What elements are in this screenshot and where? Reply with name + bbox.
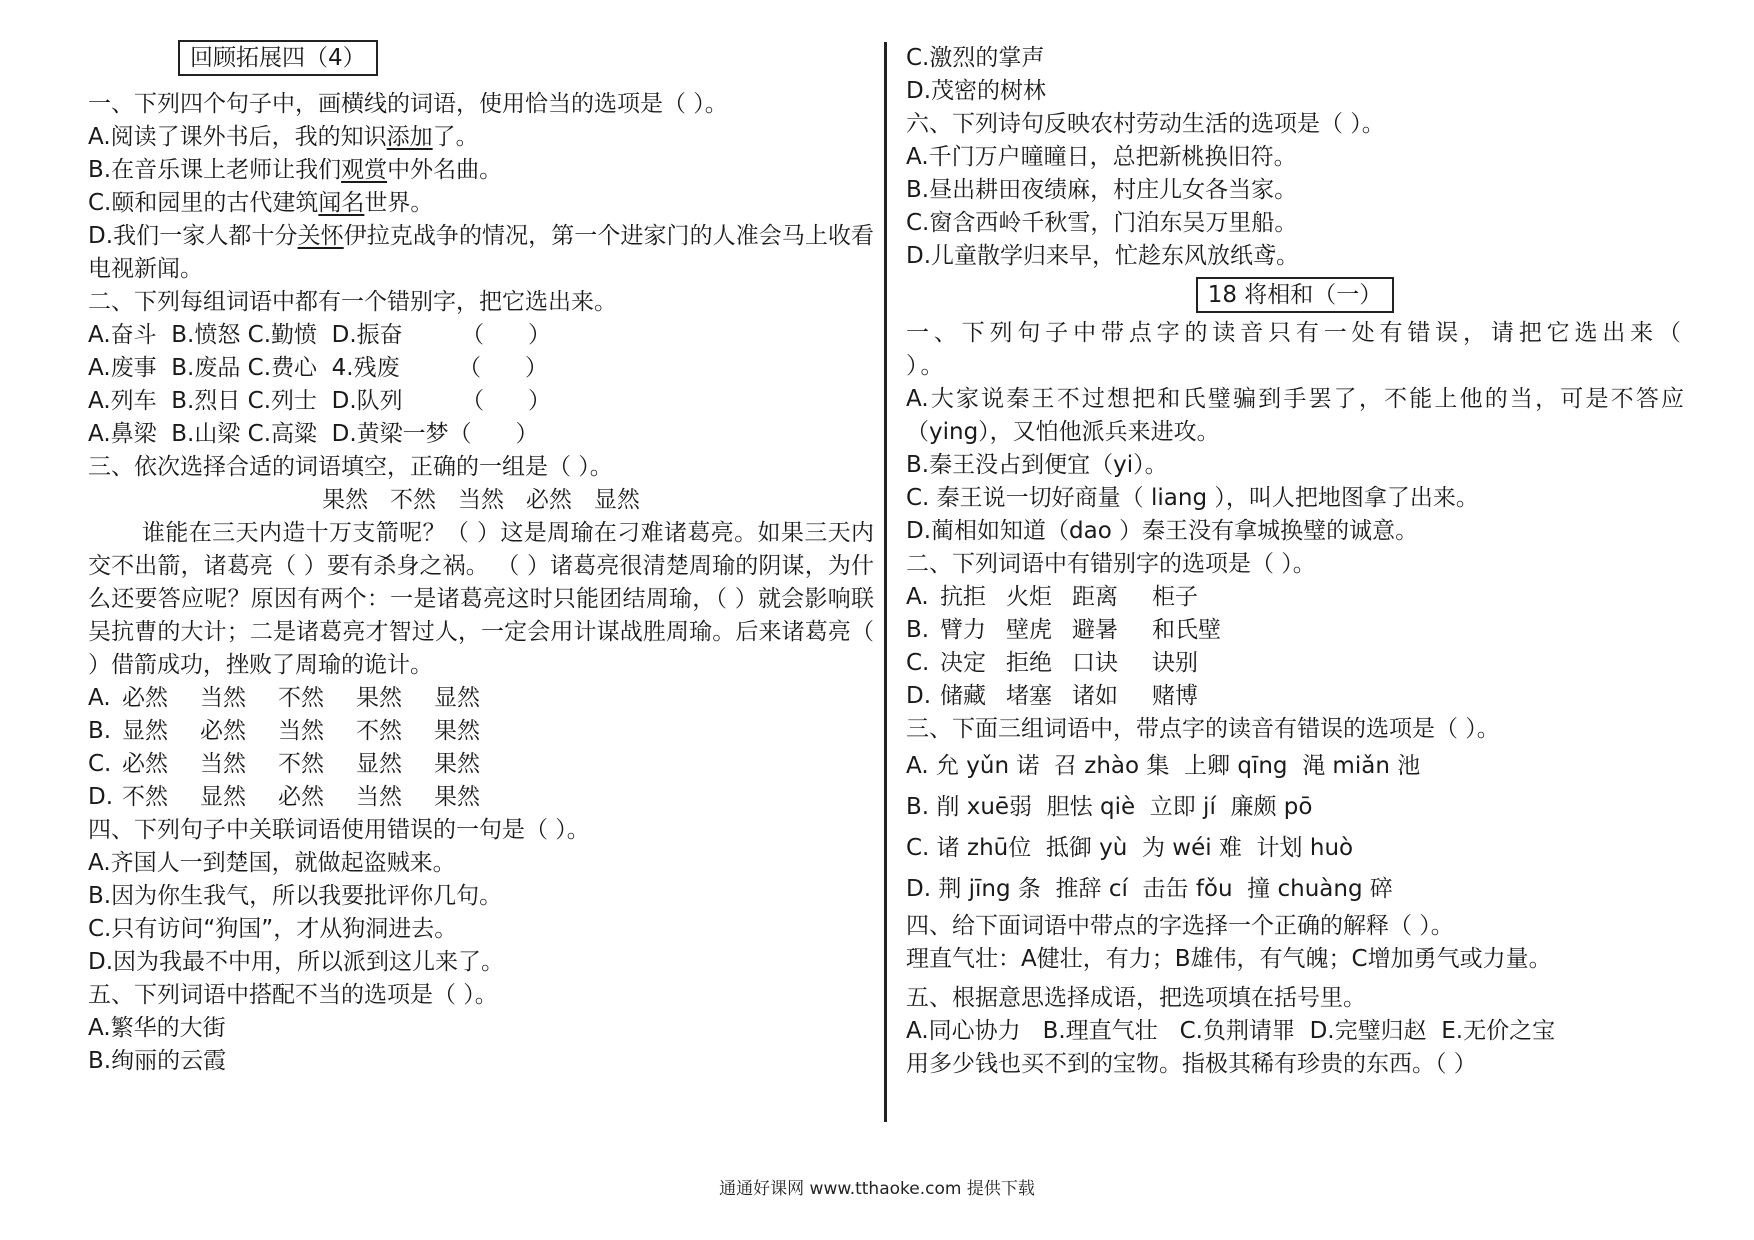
question-stem: 二、下列词语中有错别字的选项是（ ）。	[906, 551, 1316, 577]
option-cell: D.	[88, 784, 114, 810]
option-row	[88, 682, 874, 715]
option-b: B.因为你生我气，所以我要批评你几句。	[88, 883, 503, 909]
option-cell: 显然	[200, 784, 246, 810]
option-cell: 果然	[356, 685, 402, 711]
option-cell: 诸如	[1072, 683, 1118, 709]
definition-item: 用多少钱也买不到的宝物。指极其稀有珍贵的东西。（ ）	[906, 1051, 1477, 1077]
option-cell: B.	[906, 617, 930, 643]
option-cell: 必然	[122, 751, 168, 777]
option-cell: 显然	[434, 685, 480, 711]
option-d: D.儿童散学归来早，忙趁东风放纸鸢。	[906, 243, 1300, 269]
underlined-word: 添加	[386, 124, 433, 150]
pinyin-option-b: B. 削 xuē弱 胆怯 qiè 立即 jí 廉颇 pō	[906, 794, 1313, 820]
option-a: A.阅读了课外书后，我的知识添加了。	[88, 124, 479, 150]
option-cell: 当然	[200, 751, 246, 777]
option-table	[906, 581, 1684, 713]
option-a: A.大家说秦王不过想把和氏璧骗到手罢了，不能上他的当，可是不答应（ying），又怕他派兵来进攻。	[906, 386, 1684, 445]
option-cell: C.	[906, 650, 930, 676]
option-a: A.齐国人一到楚国，就做起盗贼来。	[88, 850, 456, 876]
option-cell: 赌博	[1152, 683, 1198, 709]
idiom-options: A.同心协力 B.理直气壮 C.负荆请罪 D.完璧归赵 E.无价之宝	[906, 1018, 1556, 1044]
option-cell: 当然	[356, 784, 402, 810]
option-d: D.蔺相如知道（dao ）秦王没有拿城换璧的诚意。	[906, 518, 1419, 544]
option-cell: 显然	[122, 718, 168, 744]
option-b: B.绚丽的云霞	[88, 1048, 227, 1074]
option-cell: 柜子	[1152, 584, 1198, 610]
underlined-word: 闻名	[318, 190, 365, 216]
column-divider	[884, 42, 887, 1122]
option-row	[906, 680, 1684, 713]
pinyin-option-d: D. 荆 jīng 条 推辞 cí 击缶 fǒu 撞 chuàng 碎	[906, 876, 1393, 902]
question-stem: 四、下列句子中关联词语使用错误的一句是（ ）。	[88, 817, 590, 843]
question-stem: 四、给下面词语中带点的字选择一个正确的解释（ ）。	[906, 913, 1454, 939]
option-cell: 果然	[434, 718, 480, 744]
question-stem: 三、下面三组词语中，带点字的读音有错误的选项是（ ）。	[906, 716, 1500, 742]
option-c: C.只有访问“狗国”，才从狗洞进去。	[88, 916, 458, 942]
option-cell: 口诀	[1072, 650, 1118, 676]
option-a: A.千门万户曈曈日，总把新桃换旧符。	[906, 144, 1297, 170]
section-title: 回顾拓展四（4）	[178, 40, 378, 76]
option-cell: 决定	[940, 650, 986, 676]
option-row	[906, 581, 1684, 614]
option-row: A.奋斗 B.愤怒 C.勤愤 D.振奋 （ ）	[88, 322, 552, 348]
option-cell: 避暑	[1072, 617, 1118, 643]
option-b: B.在音乐课上老师让我们观赏中外名曲。	[88, 157, 503, 183]
option-table	[88, 682, 874, 814]
option-cell: 诀别	[1152, 650, 1198, 676]
option-cell: 当然	[278, 718, 324, 744]
option-d: D.茂密的树林	[906, 78, 1047, 104]
option-cell: 壁虎	[1006, 617, 1052, 643]
question-stem: 二、下列每组词语中都有一个错别字，把它选出来。	[88, 289, 617, 315]
question-stem: 三、依次选择合适的词语填空，正确的一组是（ ）。	[88, 454, 613, 480]
underlined-word: 观赏	[341, 157, 388, 183]
option-cell: 当然	[200, 685, 246, 711]
option-cell: 堵塞	[1006, 683, 1052, 709]
option-b: B.秦王没占到便宜（yi）。	[906, 452, 1168, 478]
pinyin-option-a: A. 允 yǔn 诺 召 zhào 集 上卿 qīng 渑 miǎn 池	[906, 753, 1421, 779]
pinyin-option-c: C. 诸 zhū位 抵御 yù 为 wéi 难 计划 huò	[906, 835, 1354, 861]
option-row	[88, 781, 874, 814]
option-cell: 果然	[434, 751, 480, 777]
option-cell: 不然	[278, 685, 324, 711]
option-cell: 必然	[122, 685, 168, 711]
option-cell: 不然	[278, 751, 324, 777]
option-cell: 必然	[278, 784, 324, 810]
question-stem: 五、根据意思选择成语，把选项填在括号里。	[906, 985, 1366, 1011]
option-cell: C.	[88, 751, 112, 777]
question-stem: 六、下列诗句反映农村劳动生活的选项是（ ）。	[906, 111, 1385, 137]
option-cell: 不然	[356, 718, 402, 744]
option-d: D.我们一家人都十分关怀伊拉克战争的情况，第一个进家门的人准会马上收看电视新闻。	[88, 223, 875, 282]
option-cell: 距离	[1072, 584, 1118, 610]
option-c: C.窗含西岭千秋雪，门泊东吴万里船。	[906, 210, 1298, 236]
option-cell: B.	[88, 718, 112, 744]
passage: 谁能在三天内造十万支箭呢？（ ）这是周瑜在刁难诸葛亮。如果三天内交不出箭，诸葛亮（ ）要有杀身之祸。 （ ）诸葛亮很清楚周瑜的阴谋，为什么还要答应呢？原因有两个：一是诸葛亮这时只能团结周瑜，（ ）就会影响联吴抗曹的大计；二是诸葛亮才智过人，一定会用计谋战胜周瑜。后来诸葛亮（ ）借箭成功，挫败了周瑜的诡计。	[88, 520, 874, 678]
option-row	[906, 647, 1684, 680]
option-cell: 果然	[434, 784, 480, 810]
option-row	[906, 614, 1684, 647]
option-c: C.激烈的掌声	[906, 45, 1045, 71]
word-bank: 果然 不然 当然 必然 显然	[322, 487, 640, 513]
option-a: A.繁华的大街	[88, 1015, 226, 1041]
option-c: C. 秦王说一切好商量（ liang ），叫人把地图拿了出来。	[906, 485, 1479, 511]
option-cell: 和氏壁	[1152, 617, 1221, 643]
underlined-word: 关怀	[297, 223, 344, 249]
option-cell: 臂力	[940, 617, 986, 643]
right-column	[906, 42, 1684, 1081]
option-row: A.废事 B.废品 C.费心 4.残废 （ ）	[88, 355, 548, 381]
option-cell: 抗拒	[940, 584, 986, 610]
option-b: B.昼出耕田夜绩麻，村庄儿女各当家。	[906, 177, 1298, 203]
left-column	[88, 40, 874, 1078]
option-cell: 火炬	[1006, 584, 1052, 610]
option-row: A.列车 B.烈日 C.列士 D.队列 （ ）	[88, 388, 552, 414]
option-cell: D.	[906, 683, 932, 709]
section-title: 18 将相和（一）	[1196, 277, 1395, 313]
option-cell: 储藏	[940, 683, 986, 709]
question-stem: 一、下列四个句子中，画横线的词语，使用恰当的选项是（ ）。	[88, 91, 728, 117]
option-cell: 必然	[200, 718, 246, 744]
option-row: A.鼻梁 B.山梁 C.高粱 D.黄梁一梦（ ）	[88, 421, 539, 447]
option-cell: 不然	[122, 784, 168, 810]
question-stem: 一、下列句子中带点字的读音只有一处有错误，请把它选出来（ ）。	[906, 320, 1684, 379]
option-row	[88, 748, 874, 781]
option-d: D.因为我最不中用，所以派到这儿来了。	[88, 949, 505, 975]
option-cell: A.	[906, 584, 929, 610]
option-cell: 显然	[356, 751, 402, 777]
option-cell: 拒绝	[1006, 650, 1052, 676]
question-stem: 五、下列词语中搭配不当的选项是（ ）。	[88, 982, 498, 1008]
option-row	[88, 715, 874, 748]
definition-list: 理直气壮：A健壮，有力；B雄伟，有气魄；C增加勇气或力量。	[906, 946, 1552, 972]
option-cell: A.	[88, 685, 111, 711]
option-c: C.颐和园里的古代建筑闻名世界。	[88, 190, 434, 216]
footer: 通通好课网 www.tthaoke.com 提供下载	[719, 1179, 1035, 1199]
